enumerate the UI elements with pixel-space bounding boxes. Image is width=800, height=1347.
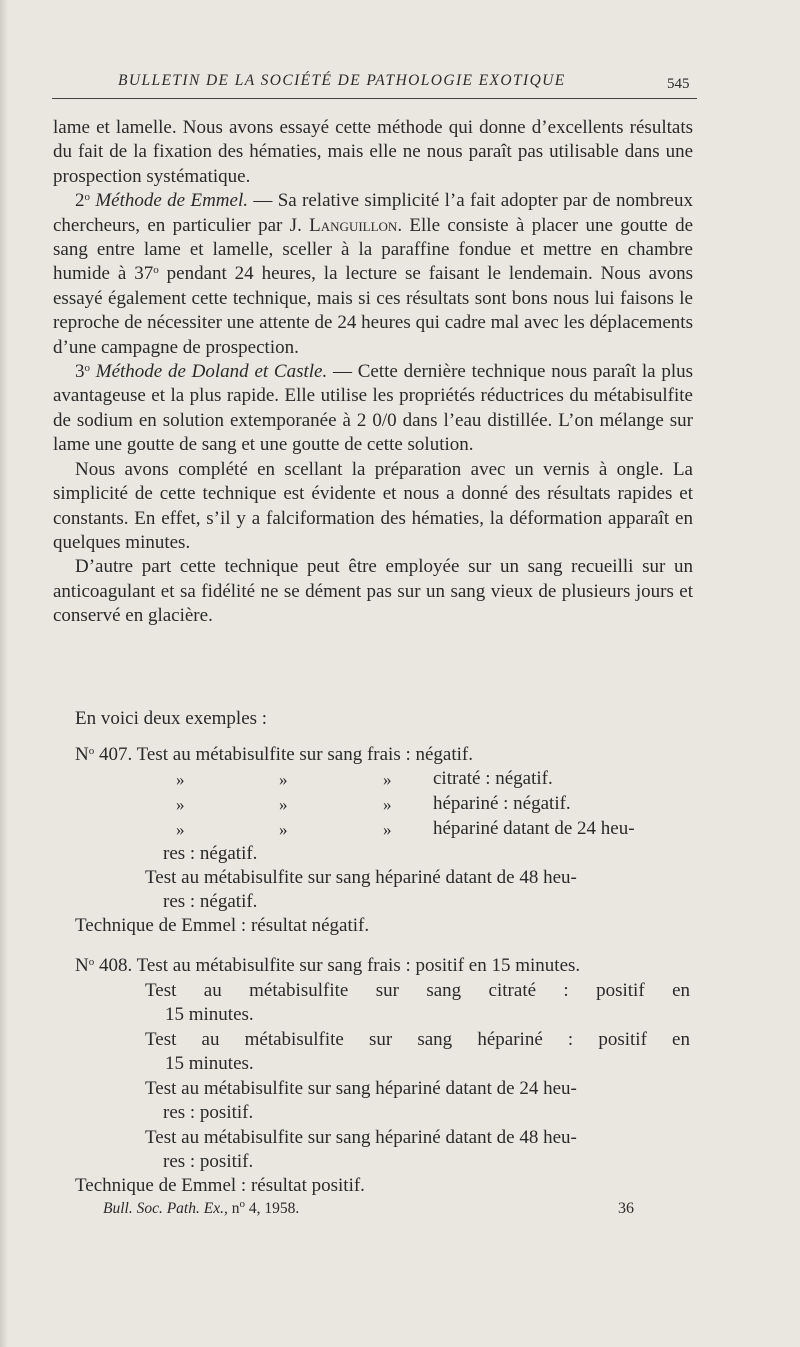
example-408-line-1: $N^o$ 408. Test au métabisulfite sur sang frais : positif en 15 minutes.: [75, 955, 581, 976]
paragraph-2: 2$^o$ Méthode de Emmel. — Sa relative simplicité l’a fait adopter par de nombreux chercheurs, en particulier par J. Languillon. Elle consiste à placer une goutte de sang entre lame et lamelle, sceller à la paraffine fondue et mettre en chambre humide à 37$^o$ pendant 24 heures, la lecture se faisant le lendemain. Nous avons essayé également cette technique, mais si ces résultats sont bons nous lui faisons le reproche de nécessiter une attente de 24 heures qui cadre mal avec les déplacements d’une campagne de prospection.: [53, 190, 694, 358]
example-407-line-1: $N^o$ 407. Test au métabisulfite sur sang frais : négatif.: [75, 744, 473, 765]
example-408-line-5-cont: res : positif.: [163, 1151, 254, 1172]
ditto-mark: »: [176, 770, 185, 789]
ditto-mark: »: [176, 795, 185, 814]
header-rule: [52, 98, 697, 99]
example-407-line-5: Test au métabisulfite sur sang hépariné datant de 48 heu-: [145, 867, 577, 888]
footer-citation: Bull. Soc. Path. Ex., $n^o$ 4, 1958.: [103, 1198, 300, 1217]
example-407-line-6: Technique de Emmel : résultat négatif.: [75, 915, 370, 936]
ditto-mark: »: [383, 770, 392, 789]
method-emmel-title: Méthode de Emmel.: [95, 190, 248, 212]
example-407-line-4-cont: res : négatif.: [163, 843, 258, 864]
ditto-mark: »: [279, 795, 288, 814]
method-doland-castle-title: Méthode de Doland et Castle.: [95, 361, 328, 383]
example-408-line-2-cont: 15 minutes.: [165, 1004, 254, 1025]
sheet-number: 36: [618, 1200, 634, 1217]
paragraph-1: lame et lamelle. Nous avons essayé cette méthode qui donne d’excellents résultats du fait de la fixation des hématies, mais elle ne nous paraît pas utilisable dans une prospection systématique.: [53, 117, 693, 187]
examples-intro: En voici deux exemples :: [75, 708, 268, 729]
example-408-line-5: Test au métabisulfite sur sang hépariné datant de 48 heu-: [145, 1127, 577, 1148]
page-gutter-shadow: [0, 0, 8, 1347]
example-407-line-4: hépariné datant de 24 heu-: [433, 818, 635, 839]
example-408-line-6: Technique de Emmel : résultat positif.: [75, 1175, 365, 1196]
example-408-line-3: Test au métabisulfite sur sang hépariné : positif en: [145, 1029, 690, 1050]
paragraph-4: Nous avons complété en scellant la préparation avec un vernis à ongle. La simplicité de cette technique est évidente et nous a donné des résultats rapides et constants. En effet, s’il y a falciformation des hématies, la déformation apparaît en quelques minutes.: [53, 458, 693, 553]
example-407-line-2: citraté : négatif.: [433, 768, 553, 789]
example-408-line-2: Test au métabisulfite sur sang citraté : positif en: [145, 980, 690, 1001]
example-408-line-4: Test au métabisulfite sur sang hépariné datant de 24 heu-: [145, 1078, 577, 1099]
example-407-line-3: hépariné : négatif.: [433, 793, 571, 814]
body-text: [53, 116, 693, 629]
ditto-mark: »: [176, 820, 185, 839]
ditto-mark: »: [383, 795, 392, 814]
ditto-mark: »: [279, 770, 288, 789]
example-408-line-4-cont: res : positif.: [163, 1102, 254, 1123]
ditto-mark: »: [279, 820, 288, 839]
example-407-line-5-cont: res : négatif.: [163, 891, 258, 912]
example-408-line-3-cont: 15 minutes.: [165, 1053, 254, 1074]
ditto-mark: »: [383, 820, 392, 839]
paragraph-5: D’autre part cette technique peut être employée sur un sang recueilli sur un anticoagulant et sa fidélité ne se dément pas sur un sang vieux de plusieurs jours et conservé en glacière.: [53, 556, 693, 627]
author-name: Languillon: [309, 214, 398, 236]
running-head: BULLETIN DE LA SOCIÉTÉ DE PATHOLOGIE EXOTIQUE: [118, 72, 566, 89]
page-number: 545: [667, 76, 690, 92]
paragraph-3: 3$^o$ Méthode de Doland et Castle. — Cette dernière technique nous paraît la plus avantageuse et la plus rapide. Elle utilise les propriétés réductrices du métabisulfite de sodium en solution extemporanée à 2 0/0 dans l’eau distillée. L’on mélange sur lame une goutte de sang et une goutte de cette solution.: [53, 361, 694, 456]
